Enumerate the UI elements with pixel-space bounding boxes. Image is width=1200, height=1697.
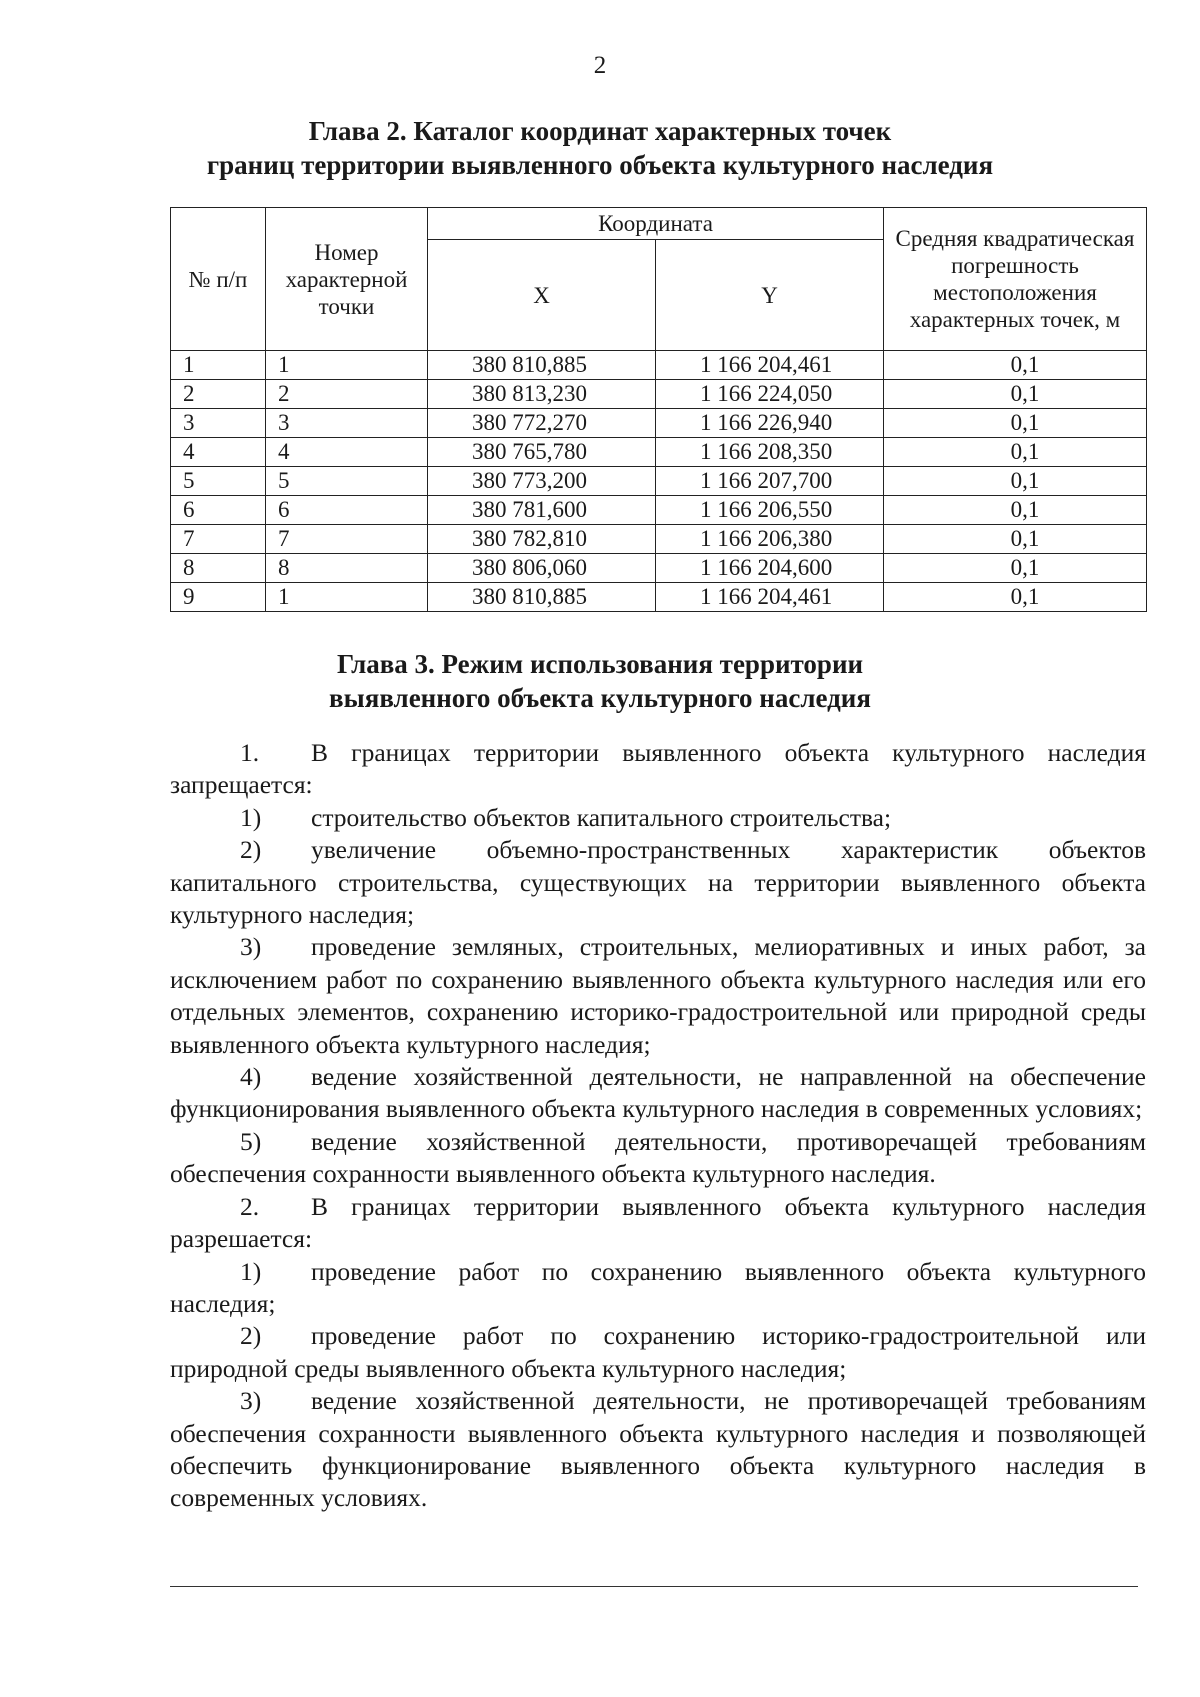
row-error-cell: 0,1 bbox=[884, 554, 1147, 583]
table-row bbox=[171, 351, 1147, 380]
paragraph-text: В границах территории выявленного объекта культурного наследия разрешается: bbox=[170, 1191, 1146, 1254]
row-x-cell: 380 765,780 bbox=[428, 438, 656, 467]
paragraph-text: проведение работ по сохранению историко-градостроительной или природной среды выявленного объекта культурного наследия; bbox=[170, 1321, 1146, 1383]
row-point-cell: 2 bbox=[266, 380, 428, 409]
row-error-cell: 0,1 bbox=[884, 380, 1147, 409]
paragraph-marker: 1) bbox=[240, 1256, 262, 1286]
row-y-cell: 1 166 224,050 bbox=[656, 380, 884, 409]
table-row bbox=[171, 525, 1147, 554]
row-y-cell: 1 166 204,461 bbox=[656, 583, 884, 612]
row-error-cell: 0,1 bbox=[884, 409, 1147, 438]
paragraph bbox=[170, 1320, 1146, 1385]
row-y-cell: 1 166 206,550 bbox=[656, 496, 884, 525]
paragraph bbox=[170, 1061, 1146, 1126]
row-x-cell: 380 806,060 bbox=[428, 554, 656, 583]
row-num-cell: 6 bbox=[171, 496, 266, 525]
row-num-cell: 9 bbox=[171, 583, 266, 612]
row-point-cell: 5 bbox=[266, 467, 428, 496]
paragraph bbox=[170, 1126, 1146, 1191]
header-x: X bbox=[428, 240, 656, 351]
header-y: Y bbox=[656, 240, 884, 351]
header-point: Номер характерной точки bbox=[266, 208, 428, 351]
row-x-cell: 380 813,230 bbox=[428, 380, 656, 409]
chapter2-title-line2: границ территории выявленного объекта культурного наследия bbox=[206, 150, 994, 180]
table-body bbox=[171, 351, 1147, 612]
paragraph-marker: 1. bbox=[240, 738, 260, 767]
row-x-cell: 380 772,270 bbox=[428, 409, 656, 438]
row-y-cell: 1 166 226,940 bbox=[656, 409, 884, 438]
paragraph-marker: 3) bbox=[240, 1386, 262, 1416]
row-num-cell: 4 bbox=[171, 438, 266, 467]
paragraph-text: увеличение объемно-пространственных характеристик объектов капитального строительства, существующих на территории выявленного объекта культурного наследия; bbox=[170, 835, 1146, 930]
table-row bbox=[171, 583, 1147, 612]
paragraph bbox=[170, 931, 1146, 1061]
paragraph bbox=[170, 1385, 1146, 1515]
row-num-cell: 1 bbox=[171, 351, 266, 380]
row-y-cell: 1 166 208,350 bbox=[656, 438, 884, 467]
paragraph bbox=[170, 834, 1146, 931]
header-error: Средняя квадратическая погрешность местоположения характерных точек, м bbox=[884, 208, 1147, 351]
chapter2-title-line1: Глава 2. Каталог координат характерных точек bbox=[308, 116, 892, 146]
paragraph bbox=[170, 737, 1146, 802]
paragraph-text: проведение земляных, строительных, мелиоративных и иных работ, за исключением работ по сохранению выявленного объекта культурного наследия или его отдельных элементов, сохранению историко-градостроительной или природной среды выявленного объекта культурного наследия; bbox=[170, 932, 1146, 1059]
paragraph-text: ведение хозяйственной деятельности, не противоречащей требованиям обеспечения сохранности выявленного объекта культурного наследия и позволяющей обеспечить функционирование выявленного объекта культурного наследия в современных условиях. bbox=[170, 1386, 1146, 1513]
header-coordinate: Координата bbox=[428, 208, 884, 240]
coordinates-table bbox=[170, 207, 1147, 612]
paragraph-text: ведение хозяйственной деятельности, противоречащей требованиям обеспечения сохранности выявленного объекта культурного наследия. bbox=[170, 1126, 1146, 1189]
table-row bbox=[171, 438, 1147, 467]
paragraph-text: ведение хозяйственной деятельности, не направленной на обеспечение функционирования выявленного объекта культурного наследия в современных условиях; bbox=[170, 1062, 1146, 1124]
row-num-cell: 7 bbox=[171, 525, 266, 554]
table-row bbox=[171, 380, 1147, 409]
row-x-cell: 380 810,885 bbox=[428, 583, 656, 612]
row-y-cell: 1 166 204,600 bbox=[656, 554, 884, 583]
row-point-cell: 8 bbox=[266, 554, 428, 583]
paragraph bbox=[170, 1256, 1146, 1321]
row-x-cell: 380 782,810 bbox=[428, 525, 656, 554]
chapter3-title bbox=[0, 647, 1200, 715]
table-row bbox=[171, 409, 1147, 438]
paragraph-marker: 2) bbox=[240, 835, 262, 865]
paragraph-marker: 3) bbox=[240, 932, 262, 962]
row-point-cell: 1 bbox=[266, 583, 428, 612]
paragraph-text: проведение работ по сохранению выявленного объекта культурного наследия; bbox=[170, 1256, 1146, 1318]
row-y-cell: 1 166 206,380 bbox=[656, 525, 884, 554]
paragraph-marker: 2) bbox=[240, 1321, 262, 1351]
paragraph-text: строительство объектов капитального строительства; bbox=[311, 802, 892, 832]
row-point-cell: 3 bbox=[266, 409, 428, 438]
row-y-cell: 1 166 207,700 bbox=[656, 467, 884, 496]
chapter3-title-line2: выявленного объекта культурного наследия bbox=[329, 683, 871, 713]
row-error-cell: 0,1 bbox=[884, 525, 1147, 554]
row-point-cell: 1 bbox=[266, 351, 428, 380]
chapter3-body bbox=[170, 737, 1146, 1515]
row-num-cell: 5 bbox=[171, 467, 266, 496]
paragraph-text: В границах территории выявленного объекта культурного наследия запрещается: bbox=[170, 738, 1146, 800]
row-x-cell: 380 810,885 bbox=[428, 351, 656, 380]
row-num-cell: 3 bbox=[171, 409, 266, 438]
paragraph bbox=[170, 1191, 1146, 1256]
paragraph-marker: 1) bbox=[240, 802, 262, 832]
chapter3-title-line1: Глава 3. Режим использования территории bbox=[336, 649, 864, 679]
paragraph-marker: 2. bbox=[240, 1191, 260, 1221]
row-point-cell: 4 bbox=[266, 438, 428, 467]
paragraph-marker: 4) bbox=[240, 1062, 262, 1092]
row-error-cell: 0,1 bbox=[884, 438, 1147, 467]
table-row bbox=[171, 467, 1147, 496]
header-num: № п/п bbox=[171, 208, 266, 351]
row-error-cell: 0,1 bbox=[884, 583, 1147, 612]
chapter2-title bbox=[0, 114, 1200, 182]
row-point-cell: 6 bbox=[266, 496, 428, 525]
footer-divider bbox=[170, 1586, 1138, 1587]
page-number: 2 bbox=[593, 52, 607, 79]
row-x-cell: 380 781,600 bbox=[428, 496, 656, 525]
row-point-cell: 7 bbox=[266, 525, 428, 554]
paragraph bbox=[170, 802, 1146, 834]
row-num-cell: 2 bbox=[171, 380, 266, 409]
row-y-cell: 1 166 204,461 bbox=[656, 351, 884, 380]
row-num-cell: 8 bbox=[171, 554, 266, 583]
row-error-cell: 0,1 bbox=[884, 496, 1147, 525]
paragraph-marker: 5) bbox=[240, 1126, 262, 1156]
row-error-cell: 0,1 bbox=[884, 351, 1147, 380]
row-error-cell: 0,1 bbox=[884, 467, 1147, 496]
table-row bbox=[171, 496, 1147, 525]
table-row bbox=[171, 554, 1147, 583]
row-x-cell: 380 773,200 bbox=[428, 467, 656, 496]
